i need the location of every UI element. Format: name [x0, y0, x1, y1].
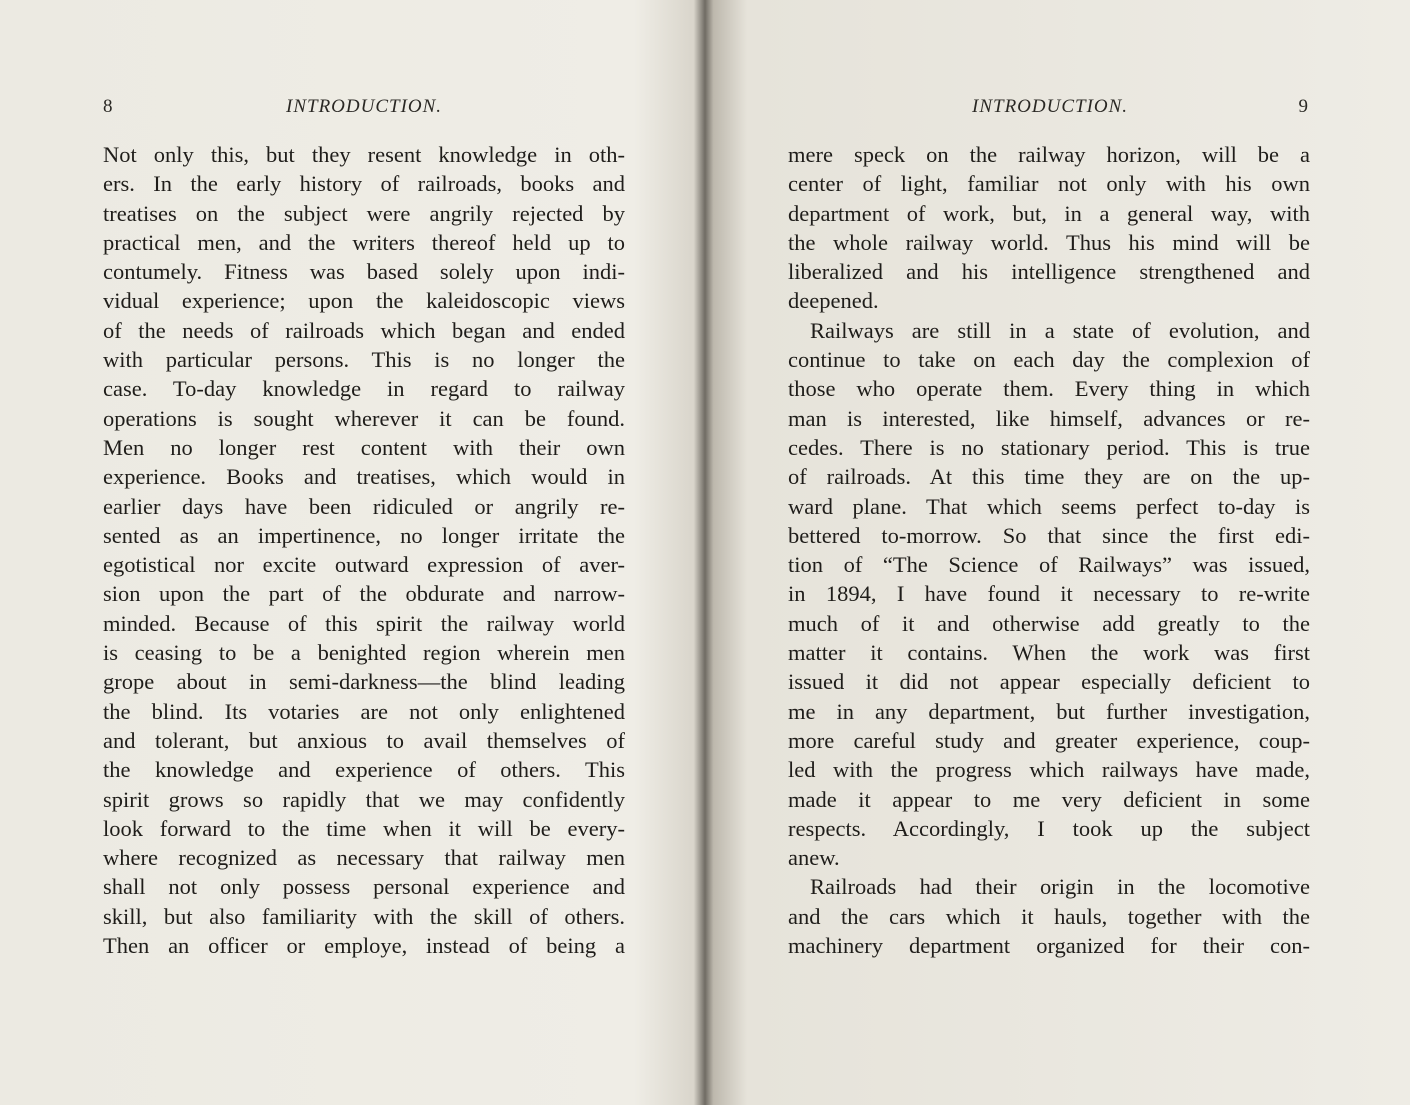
- text-line: man is interested, like himself, advances or re-: [788, 405, 1310, 431]
- text-line: of railroads. At this time they are on the up-: [788, 464, 1310, 490]
- text-line: treatises on the subject were angrily rejected by: [103, 200, 625, 226]
- text-line: Then an officer or employe, instead of being a: [103, 933, 625, 959]
- text-line: contumely. Fitness was based solely upon indi-: [103, 259, 625, 285]
- text-line: much of it and otherwise add greatly to the: [788, 610, 1310, 636]
- text-line: those who operate them. Every thing in which: [788, 376, 1310, 402]
- text-line: liberalized and his intelligence strengthened and: [788, 259, 1310, 285]
- running-title: INTRODUCTION.: [286, 96, 443, 117]
- text-line: deepened.: [788, 288, 879, 314]
- right-page-body: [788, 140, 1310, 960]
- left-page-header: [103, 96, 623, 126]
- text-line: the knowledge and experience of others. This: [103, 757, 625, 783]
- page-number: 8: [103, 96, 113, 117]
- text-line: anew.: [788, 845, 840, 871]
- right-page-header: [788, 96, 1308, 126]
- text-line: led with the progress which railways have made,: [788, 757, 1310, 783]
- text-line: grope about in semi-darkness—the blind leading: [103, 669, 625, 695]
- text-line: the blind. Its votaries are not only enlightened: [103, 698, 625, 724]
- text-line: of the needs of railroads which began and ended: [103, 317, 625, 343]
- text-line: and the cars which it hauls, together with the: [788, 903, 1310, 929]
- text-line: egotistical nor excite outward expression of aver-: [103, 552, 625, 578]
- text-line: earlier days have been ridiculed or angrily re-: [103, 493, 625, 519]
- text-line: is ceasing to be a benighted region wherein men: [103, 640, 625, 666]
- text-line: minded. Because of this spirit the railway world: [103, 610, 625, 636]
- text-line: in 1894, I have found it necessary to re-write: [788, 581, 1310, 607]
- text-line: respects. Accordingly, I took up the subject: [788, 815, 1310, 841]
- running-title: INTRODUCTION.: [972, 96, 1129, 117]
- text-line: issued it did not appear especially deficient to: [788, 669, 1310, 695]
- text-line: bettered to-morrow. So that since the first edi-: [788, 522, 1310, 548]
- text-line: continue to take on each day the complexion of: [788, 347, 1310, 373]
- text-line: vidual experience; upon the kaleidoscopic views: [103, 288, 625, 314]
- text-line: made it appear to me very deficient in some: [788, 786, 1310, 812]
- text-line: mere speck on the railway horizon, will be a: [788, 142, 1310, 167]
- left-page-body: [103, 140, 625, 960]
- text-line: with particular persons. This is no longer the: [103, 347, 625, 373]
- text-line: center of light, familiar not only with his own: [788, 171, 1310, 197]
- text-line: Railways are still in a state of evolution, and: [810, 317, 1310, 343]
- text-line: ward plane. That which seems perfect to-day is: [788, 493, 1310, 519]
- text-line: Not only this, but they resent knowledge in oth-: [103, 142, 625, 167]
- page-number: 9: [1298, 96, 1308, 117]
- text-line: Railroads had their origin in the locomotive: [810, 874, 1310, 900]
- text-line: experience. Books and treatises, which would in: [103, 464, 625, 490]
- text-line: tion of “The Science of Railways” was issued,: [788, 552, 1310, 578]
- text-line: and tolerant, but anxious to avail themselves of: [103, 727, 625, 753]
- right-page: [707, 0, 1410, 1105]
- text-line: department of work, but, in a general way, with: [788, 200, 1310, 226]
- text-line: sented as an impertinence, no longer irritate the: [103, 522, 625, 548]
- text-line: spirit grows so rapidly that we may confidently: [103, 786, 625, 812]
- text-line: the whole railway world. Thus his mind will be: [788, 229, 1310, 255]
- text-line: cedes. There is no stationary period. This is true: [788, 434, 1310, 460]
- text-line: sion upon the part of the obdurate and narrow-: [103, 581, 625, 607]
- text-line: Men no longer rest content with their own: [103, 434, 625, 460]
- text-line: ers. In the early history of railroads, books and: [103, 171, 625, 197]
- text-line: machinery department organized for their con-: [788, 933, 1310, 959]
- text-line: shall not only possess personal experience and: [103, 874, 625, 900]
- text-line: operations is sought wherever it can be found.: [103, 405, 625, 431]
- text-line: practical men, and the writers thereof held up to: [103, 229, 625, 255]
- text-line: me in any department, but further investigation,: [788, 698, 1310, 724]
- text-line: where recognized as necessary that railway men: [103, 845, 625, 871]
- text-line: matter it contains. When the work was first: [788, 640, 1310, 666]
- text-line: look forward to the time when it will be every-: [103, 815, 625, 841]
- text-line: skill, but also familiarity with the skill of others.: [103, 903, 625, 929]
- text-line: more careful study and greater experience, coup-: [788, 727, 1310, 753]
- text-line: case. To-day knowledge in regard to railway: [103, 376, 625, 402]
